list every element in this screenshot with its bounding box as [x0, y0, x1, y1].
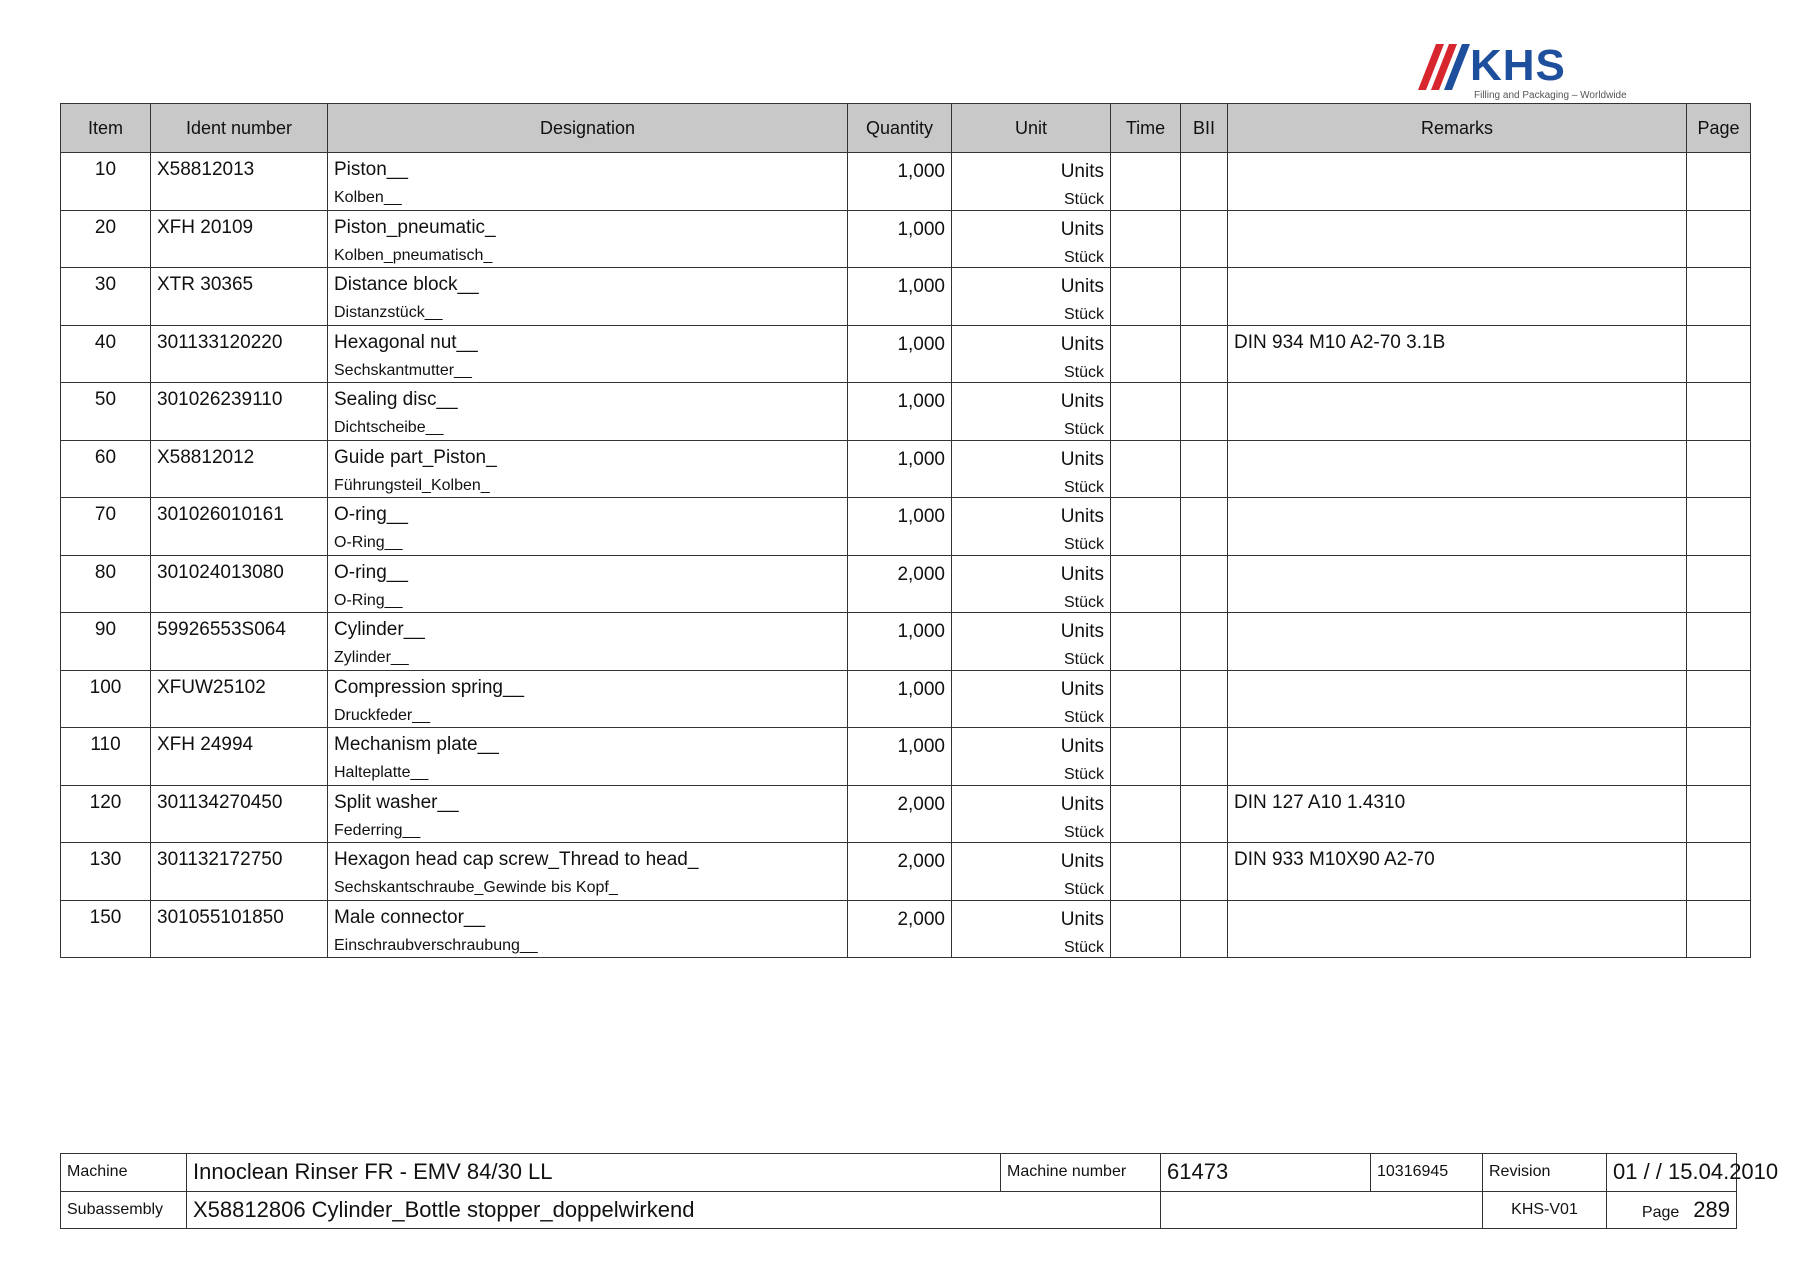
designation-english: Distance block__	[334, 274, 479, 295]
designation-german: Sechskantschraube_Gewinde bis Kopf_	[334, 879, 618, 896]
page-ref-cell	[1687, 325, 1751, 383]
page-ref-cell	[1687, 498, 1751, 556]
time-cell	[1111, 613, 1181, 671]
item-number: 30	[61, 268, 151, 326]
parts-list-table	[60, 103, 1751, 958]
title-block-row-subassembly	[61, 1191, 1737, 1229]
designation-cell	[328, 785, 848, 843]
unit-english: Units	[1060, 391, 1104, 412]
quantity: 1,000	[848, 325, 952, 383]
table-row	[61, 843, 1751, 901]
header-page: Page	[1687, 104, 1751, 153]
designation-german: Zylinder__	[334, 649, 409, 666]
item-number: 10	[61, 153, 151, 211]
title-block-row-machine	[61, 1154, 1737, 1192]
unit-german: Stück	[1063, 478, 1104, 496]
remarks	[1228, 555, 1687, 613]
item-number: 70	[61, 498, 151, 556]
unit-cell	[952, 728, 1111, 786]
unit-german: Stück	[1063, 881, 1104, 898]
table-row	[61, 383, 1751, 441]
time-cell	[1111, 325, 1181, 383]
ident-number: 301026010161	[151, 498, 328, 556]
time-cell	[1111, 785, 1181, 843]
designation-english: Cylinder__	[334, 619, 425, 640]
table-row	[61, 900, 1751, 958]
quantity: 1,000	[848, 670, 952, 728]
remarks	[1228, 210, 1687, 268]
bii-cell	[1181, 555, 1228, 613]
designation-german: O-Ring__	[334, 534, 403, 551]
designation-cell	[328, 728, 848, 786]
quantity: 1,000	[848, 268, 952, 326]
quantity: 1,000	[848, 498, 952, 556]
quantity: 1,000	[848, 440, 952, 498]
unit-cell	[952, 785, 1111, 843]
designation-english: Piston__	[334, 159, 408, 180]
designation-cell	[328, 498, 848, 556]
header-bii: BII	[1181, 104, 1228, 153]
unit-german: Stück	[1063, 651, 1104, 668]
unit-cell	[952, 555, 1111, 613]
ident-number: XFH 20109	[151, 210, 328, 268]
header-quantity: Quantity	[848, 104, 952, 153]
ident-number: 301134270450	[151, 785, 328, 843]
ident-number: X58812013	[151, 153, 328, 211]
subassembly-label: Subassembly	[61, 1191, 187, 1229]
item-number: 40	[61, 325, 151, 383]
remarks: DIN 933 M10X90 A2-70	[1228, 843, 1687, 901]
designation-german: O-Ring__	[334, 591, 403, 609]
page-ref-cell	[1687, 670, 1751, 728]
remarks	[1228, 268, 1687, 326]
quantity: 2,000	[848, 785, 952, 843]
designation-german: Distanzstück__	[334, 304, 443, 321]
unit-german: Stück	[1063, 421, 1104, 438]
designation-cell	[328, 325, 848, 383]
bii-cell	[1181, 900, 1228, 958]
unit-cell	[952, 210, 1111, 268]
bii-cell	[1181, 210, 1228, 268]
khs-logo	[1418, 40, 1628, 104]
ident-number: 301132172750	[151, 843, 328, 901]
header-ident-number: Ident number	[151, 104, 328, 153]
ident-number: 301055101850	[151, 900, 328, 958]
logo-brand-text: KHS	[1470, 41, 1566, 90]
ident-number: 59926553S064	[151, 613, 328, 671]
time-cell	[1111, 153, 1181, 211]
designation-english: Compression spring__	[334, 676, 525, 698]
designation-german: Einschraubverschraubung__	[334, 936, 538, 954]
designation-english: Guide part_Piston_	[334, 446, 497, 468]
designation-german: Kolben__	[334, 189, 402, 206]
quantity: 1,000	[848, 210, 952, 268]
designation-english: Piston_pneumatic_	[334, 216, 496, 238]
item-number: 150	[61, 900, 151, 958]
designation-english: Hexagonal nut__	[334, 331, 478, 353]
table-row	[61, 670, 1751, 728]
machine-number-label: Machine number	[1001, 1154, 1161, 1192]
unit-english: Units	[1060, 908, 1104, 930]
remarks	[1228, 383, 1687, 441]
unit-german: Stück	[1063, 593, 1104, 611]
subassembly-value: X58812806 Cylinder_Bottle stopper_doppelwirkend	[187, 1191, 1161, 1229]
designation-cell	[328, 670, 848, 728]
time-cell	[1111, 268, 1181, 326]
version-code: KHS-V01	[1483, 1191, 1607, 1229]
unit-cell	[952, 440, 1111, 498]
unit-cell	[952, 613, 1111, 671]
designation-cell	[328, 613, 848, 671]
table-row	[61, 268, 1751, 326]
unit-english: Units	[1060, 276, 1104, 297]
remarks	[1228, 900, 1687, 958]
designation-english: Hexagon head cap screw_Thread to head_	[334, 849, 699, 870]
unit-cell	[952, 325, 1111, 383]
designation-english: O-ring__	[334, 504, 408, 525]
designation-cell	[328, 440, 848, 498]
page-ref-cell	[1687, 728, 1751, 786]
item-number: 100	[61, 670, 151, 728]
quantity: 1,000	[848, 383, 952, 441]
designation-cell	[328, 900, 848, 958]
remarks	[1228, 670, 1687, 728]
item-number: 120	[61, 785, 151, 843]
machine-value: Innoclean Rinser FR - EMV 84/30 LL	[187, 1154, 1001, 1192]
item-number: 20	[61, 210, 151, 268]
designation-cell	[328, 843, 848, 901]
remarks	[1228, 498, 1687, 556]
header-designation: Designation	[328, 104, 848, 153]
unit-german: Stück	[1063, 823, 1104, 841]
time-cell	[1111, 670, 1181, 728]
parts-list-body	[61, 153, 1751, 958]
quantity: 1,000	[848, 153, 952, 211]
item-number: 50	[61, 383, 151, 441]
designation-cell	[328, 210, 848, 268]
remarks: DIN 934 M10 A2-70 3.1B	[1228, 325, 1687, 383]
unit-english: Units	[1060, 218, 1104, 240]
page-ref-cell	[1687, 383, 1751, 441]
table-row	[61, 498, 1751, 556]
ident-number: X58812012	[151, 440, 328, 498]
ident-number: XFH 24994	[151, 728, 328, 786]
designation-german: Führungsteil_Kolben_	[334, 476, 490, 494]
ident-number: 301026239110	[151, 383, 328, 441]
ident-number: 301024013080	[151, 555, 328, 613]
remarks	[1228, 440, 1687, 498]
time-cell	[1111, 440, 1181, 498]
designation-cell	[328, 268, 848, 326]
header-remarks: Remarks	[1228, 104, 1687, 153]
time-cell	[1111, 555, 1181, 613]
unit-cell	[952, 670, 1111, 728]
item-number: 110	[61, 728, 151, 786]
logo-tagline: Filling and Packaging – Worldwide	[1474, 90, 1627, 101]
remarks	[1228, 613, 1687, 671]
unit-german: Stück	[1063, 363, 1104, 381]
unit-english: Units	[1060, 333, 1104, 355]
page-ref-cell	[1687, 555, 1751, 613]
quantity: 2,000	[848, 900, 952, 958]
table-row	[61, 210, 1751, 268]
designation-german: Kolben_pneumatisch_	[334, 246, 493, 264]
time-cell	[1111, 498, 1181, 556]
designation-german: Halteplatte__	[334, 764, 429, 781]
time-cell	[1111, 728, 1181, 786]
bii-cell	[1181, 613, 1228, 671]
designation-english: Male connector__	[334, 906, 486, 928]
page-ref-cell	[1687, 153, 1751, 211]
page-ref-cell	[1687, 785, 1751, 843]
quantity: 2,000	[848, 555, 952, 613]
bii-cell	[1181, 325, 1228, 383]
item-number: 60	[61, 440, 151, 498]
bii-cell	[1181, 440, 1228, 498]
quantity: 1,000	[848, 728, 952, 786]
bii-cell	[1181, 728, 1228, 786]
unit-english: Units	[1060, 563, 1104, 585]
designation-english: O-ring__	[334, 561, 408, 583]
bii-cell	[1181, 843, 1228, 901]
unit-german: Stück	[1063, 708, 1104, 726]
machine-label: Machine	[61, 1154, 187, 1192]
unit-german: Stück	[1063, 766, 1104, 783]
designation-german: Druckfeder__	[334, 706, 431, 724]
page-ref-cell	[1687, 440, 1751, 498]
bii-cell	[1181, 153, 1228, 211]
quantity: 1,000	[848, 613, 952, 671]
unit-english: Units	[1060, 793, 1104, 815]
table-row	[61, 153, 1751, 211]
remarks	[1228, 153, 1687, 211]
unit-cell	[952, 843, 1111, 901]
header-time: Time	[1111, 104, 1181, 153]
designation-cell	[328, 383, 848, 441]
unit-german: Stück	[1063, 306, 1104, 323]
table-row	[61, 440, 1751, 498]
bii-cell	[1181, 383, 1228, 441]
title-block	[60, 1153, 1779, 1229]
unit-english: Units	[1060, 621, 1104, 642]
ident-number: XTR 30365	[151, 268, 328, 326]
bii-cell	[1181, 670, 1228, 728]
header-unit: Unit	[952, 104, 1111, 153]
table-row	[61, 613, 1751, 671]
unit-german: Stück	[1063, 191, 1104, 208]
ident-number: XFUW25102	[151, 670, 328, 728]
page-cell	[1607, 1191, 1737, 1229]
machine-number-value: 61473	[1161, 1154, 1371, 1192]
unit-german: Stück	[1063, 248, 1104, 266]
table-row	[61, 555, 1751, 613]
unit-english: Units	[1060, 678, 1104, 700]
time-cell	[1111, 383, 1181, 441]
page-ref-cell	[1687, 268, 1751, 326]
item-number: 90	[61, 613, 151, 671]
time-cell	[1111, 210, 1181, 268]
designation-english: Mechanism plate__	[334, 734, 499, 755]
unit-cell	[952, 498, 1111, 556]
designation-german: Sechskantmutter__	[334, 361, 472, 379]
bii-cell	[1181, 268, 1228, 326]
designation-german: Federring__	[334, 821, 421, 839]
header-item: Item	[61, 104, 151, 153]
table-row	[61, 325, 1751, 383]
unit-english: Units	[1060, 851, 1104, 872]
unit-english: Units	[1060, 448, 1104, 470]
unit-cell	[952, 383, 1111, 441]
designation-cell	[328, 555, 848, 613]
unit-german: Stück	[1063, 536, 1104, 553]
unit-german: Stück	[1063, 938, 1104, 956]
item-number: 80	[61, 555, 151, 613]
item-number: 130	[61, 843, 151, 901]
designation-cell	[328, 153, 848, 211]
table-header-row	[61, 104, 1751, 153]
quantity: 2,000	[848, 843, 952, 901]
unit-english: Units	[1060, 506, 1104, 527]
designation-english: Split washer__	[334, 791, 459, 813]
page-ref-cell	[1687, 613, 1751, 671]
page-label: Page	[1641, 1203, 1680, 1221]
khs-logo-stripes-icon	[1418, 44, 1470, 90]
unit-cell	[952, 268, 1111, 326]
remarks	[1228, 728, 1687, 786]
page-ref-cell	[1687, 843, 1751, 901]
unit-cell	[952, 153, 1111, 211]
unit-english: Units	[1060, 736, 1104, 757]
ident-number: 301133120220	[151, 325, 328, 383]
bii-cell	[1181, 785, 1228, 843]
table-row	[61, 785, 1751, 843]
unit-cell	[952, 900, 1111, 958]
time-cell	[1111, 843, 1181, 901]
table-row	[61, 728, 1751, 786]
page-ref-cell	[1687, 210, 1751, 268]
document-number: 10316945	[1371, 1154, 1483, 1192]
bii-cell	[1181, 498, 1228, 556]
unit-english: Units	[1060, 161, 1104, 182]
revision-label: Revision	[1483, 1154, 1607, 1192]
designation-english: Sealing disc__	[334, 389, 458, 410]
page-value: 289	[1693, 1196, 1730, 1222]
revision-value: 01 / / 15.04.2010	[1607, 1154, 1737, 1192]
remarks: DIN 127 A10 1.4310	[1228, 785, 1687, 843]
title-block-empty-cell	[1161, 1191, 1483, 1229]
time-cell	[1111, 900, 1181, 958]
designation-german: Dichtscheibe__	[334, 419, 444, 436]
page-ref-cell	[1687, 900, 1751, 958]
